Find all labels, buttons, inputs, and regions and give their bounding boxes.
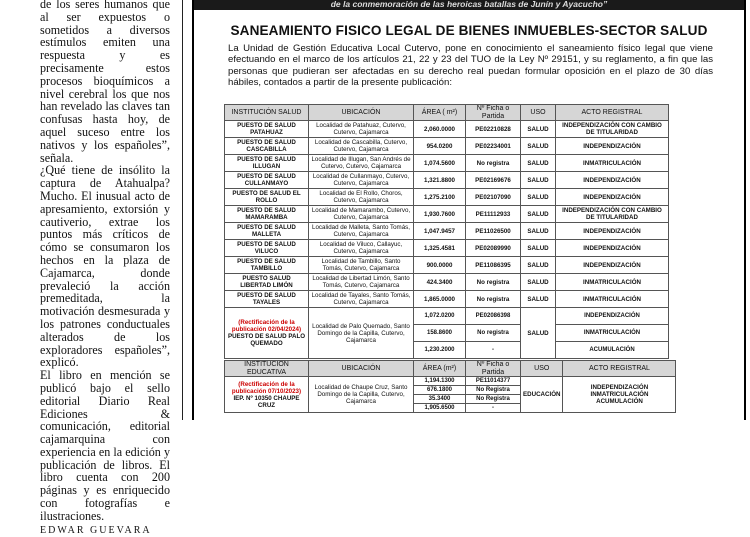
institution-cell: PUESTO DE SALUD ILLUGAN — [225, 155, 309, 172]
registry-act-cell: INDEPENDIZACIÓN — [556, 172, 669, 189]
rectification-note: (Rectificación de la publicación 07/10/2023) — [231, 380, 302, 395]
area-cell: 676.1800 — [414, 386, 466, 395]
use-cell: SALUD — [521, 172, 556, 189]
notice-top-band: de la conmemoración de las heroicas batallas de Junín y Ayacucho” — [194, 0, 744, 10]
institution-cell: PUESTO DE SALUD VILUCO — [225, 240, 309, 257]
location-cell: Localidad de Viluco, Callayuc, Cutervo, Cajamarca — [309, 240, 414, 257]
notice-intro: La Unidad de Gestión Educativa Local Cutervo, pone en conocimiento el saneamiento físico legal que viene efectuando en el marco de los artículos 21, 22 y 23 del TUO de la Ley Nº 29151, y su reglamento, a fin que las personas que pudieran ser afectadas en su derecho real puedan formular oposición en el plazo de 30 días hábiles, contados a partir de la presente publicación: — [228, 43, 713, 89]
ficha-cell: No Registra — [466, 386, 521, 395]
ficha-cell: PE11014377 — [466, 377, 521, 386]
area-cell: 1,072.0200 — [414, 308, 466, 325]
location-cell: Localidad de Cascabilla, Cutervo, Cutervo, Cajamarca — [309, 138, 414, 155]
institution-cell: PUESTO DE SALUD MAMARAMBA — [225, 206, 309, 223]
area-cell: 424.3400 — [414, 274, 466, 291]
registry-act-cell: INDEPENDIZACIÓN — [556, 138, 669, 155]
use-cell: SALUD — [521, 138, 556, 155]
location-cell: Localidad de Patahuaz, Cutervo, Cutervo, Cajamarca — [309, 121, 414, 138]
institution-cell: PUESTO DE SALUD PATAHUAZ — [225, 121, 309, 138]
table-row — [225, 240, 669, 257]
area-cell: 1,321.8800 — [414, 172, 466, 189]
area-cell: 1,230.2000 — [414, 342, 466, 359]
ficha-cell: PE02086398 — [466, 308, 521, 325]
table-row — [225, 172, 669, 189]
notice-title: SANEAMIENTO FISICO LEGAL DE BIENES INMUEBLES-SECTOR SALUD — [230, 23, 708, 38]
use-cell: SALUD — [521, 308, 556, 359]
table-row — [225, 291, 669, 308]
institution-cell: PUESTO DE SALUD CULLANMAYO — [225, 172, 309, 189]
area-cell: 1,905.6500 — [414, 404, 466, 413]
institution-cell: PUESTO DE SALUD TAMBILLO — [225, 257, 309, 274]
header-registry-act: ACTO REGISTRAL — [556, 105, 669, 121]
table-row — [225, 274, 669, 291]
table-row — [225, 155, 669, 172]
table-row — [225, 138, 669, 155]
header-institution: INSTITUCIÓN SALUD — [225, 105, 309, 121]
header-ficha: Nº Ficha o Partida — [466, 361, 521, 377]
education-properties-table — [224, 360, 676, 413]
health-properties-table — [224, 104, 669, 359]
header-area: ÁREA (m²) — [414, 361, 466, 377]
institution-cell: (Rectificación de la publicación 02/04/2024) PUESTO DE SALUD PALO QUEMADO — [225, 308, 309, 359]
location-cell: Localidad de Tambillo, Santo Tomás, Cutervo, Cajamarca — [309, 257, 414, 274]
ficha-cell: No Registra — [466, 395, 521, 404]
use-cell: SALUD — [521, 291, 556, 308]
use-cell: SALUD — [521, 206, 556, 223]
header-area: ÁREA ( m²) — [414, 105, 466, 121]
area-cell: 1,047.9457 — [414, 223, 466, 240]
registry-act-cell: INDEPENDIZACIÓN — [556, 240, 669, 257]
ficha-cell: PE02089990 — [466, 240, 521, 257]
location-cell: Localidad de Chaupe Cruz, Santo Domingo de la Capilla, Cutervo, Cajamarca — [309, 377, 414, 413]
use-cell: SALUD — [521, 189, 556, 206]
registry-act-cell: INMATRICULACIÓN — [556, 291, 669, 308]
area-cell: 900.0000 — [414, 257, 466, 274]
registry-act-cell: ACUMULACIÓN — [556, 342, 669, 359]
ficha-cell: - — [466, 404, 521, 413]
registry-act-cell: INMATRICULACIÓN — [556, 155, 669, 172]
left-article-column — [0, 0, 176, 536]
area-cell: 954.0200 — [414, 138, 466, 155]
header-location: UBICACIÓN — [309, 361, 414, 377]
registry-act-cell: INDEPENDIZACIÓN INMATRICULACIÓN ACUMULACIÓN — [563, 377, 676, 413]
ficha-cell: PE02210828 — [466, 121, 521, 138]
header-use: USO — [521, 361, 563, 377]
registry-act-cell: INDEPENDIZACIÓN CON CAMBIO DE TITULARIDAD — [556, 206, 669, 223]
header-location: UBICACIÓN — [309, 105, 414, 121]
use-cell: SALUD — [521, 240, 556, 257]
header-registry-act: ACTO REGISTRAL — [563, 361, 676, 377]
table-row — [225, 189, 669, 206]
ficha-cell: No registra — [466, 274, 521, 291]
location-cell: Localidad de Tayales, Santo Tomás, Cutervo, Cajamarca — [309, 291, 414, 308]
ficha-cell: No registra — [466, 325, 521, 342]
registry-act-cell: INDEPENDIZACIÓN — [556, 308, 669, 325]
use-cell: SALUD — [521, 121, 556, 138]
institution-cell: PUESTO DE SALUD TAYALES — [225, 291, 309, 308]
registry-act-cell: INMATRICULACIÓN — [556, 274, 669, 291]
institution-cell: PUESTO SALUD LIBERTAD LIMÓN — [225, 274, 309, 291]
use-cell: SALUD — [521, 257, 556, 274]
table-row — [225, 223, 669, 240]
column-divider — [182, 0, 183, 420]
table-header-row — [225, 105, 669, 121]
registry-act-cell: INDEPENDIZACIÓN — [556, 257, 669, 274]
registry-act-cell: INDEPENDIZACIÓN CON CAMBIO DE TITULARIDAD — [556, 121, 669, 138]
header-use: USO — [521, 105, 556, 121]
location-cell: Localidad de Mamarambo, Cutervo, Cutervo, Cajamarca — [309, 206, 414, 223]
rectification-note: (Rectificación de la publicación 02/04/2024) — [231, 319, 302, 333]
ficha-cell: - — [466, 342, 521, 359]
article-paragraph-2: ¿Qué tiene de insólito la captura de Atahualpa? Mucho. El inusual acto de apresamiento, extorsión y cautiverio, extrae los puntos más críticos de cómo se consumaron los hechos en la plaza de Cajamarca, donde prevaleció la acción premeditada, la motivación desmesurada y los patrones conductuales alterados de los exploradores españoles”, explicó. — [40, 163, 170, 370]
ficha-cell: PE02169676 — [466, 172, 521, 189]
area-cell: 1,074.5600 — [414, 155, 466, 172]
area-cell: 2,060.0000 — [414, 121, 466, 138]
table-row — [225, 206, 669, 223]
area-cell: 1,865.0000 — [414, 291, 466, 308]
area-cell: 158.8600 — [414, 325, 466, 342]
use-cell: SALUD — [521, 223, 556, 240]
institution-cell: PUESTO DE SALUD MALLETA — [225, 223, 309, 240]
table-row — [225, 308, 669, 325]
use-cell: EDUCACIÓN — [521, 377, 563, 413]
ficha-cell: PE11026500 — [466, 223, 521, 240]
ficha-cell: PE02107090 — [466, 189, 521, 206]
location-cell: Localidad de Libertad Limón, Santo Tomás, Cutervo, Cajamarca — [309, 274, 414, 291]
article-paragraph-1: de los seres humanos que al ser expuestos o sometidos a diversos estímulos emiten una respuesta y es precisamente estos procesos bioquímicos a nivel cerebral los que nos han revelado las claves tan confusas hasta hoy, de aquel suceso entre los nativos y los españoles”, señala. — [40, 0, 170, 165]
table-row — [225, 257, 669, 274]
table-header-row — [225, 361, 676, 377]
ficha-cell: PE11086395 — [466, 257, 521, 274]
registry-act-cell: INDEPENDIZACIÓN — [556, 223, 669, 240]
ficha-cell: PE11112933 — [466, 206, 521, 223]
article-signature: EDWAR GUEVARA — [40, 524, 152, 536]
area-cell: 1,275.2100 — [414, 189, 466, 206]
table-row — [225, 121, 669, 138]
area-cell: 1,325.4581 — [414, 240, 466, 257]
location-cell: Localidad de Cullanmayo, Cutervo, Cutervo, Cajamarca — [309, 172, 414, 189]
ficha-cell: No registra — [466, 155, 521, 172]
location-cell: Localidad de Illugan, San Andrés de Cutervo, Cutervo, Cajamarca — [309, 155, 414, 172]
table-row — [225, 377, 676, 386]
ficha-cell: PE02234001 — [466, 138, 521, 155]
use-cell: SALUD — [521, 274, 556, 291]
registry-act-cell: INDEPENDIZACIÓN — [556, 189, 669, 206]
header-institution: INSTITUCIÓN EDUCATIVA — [225, 361, 309, 377]
location-cell: Localidad de El Rollo, Choros, Cutervo, Cajamarca — [309, 189, 414, 206]
area-cell: 1,194.1300 — [414, 377, 466, 386]
location-cell: Localidad de Palo Quemado, Santo Domingo de la Capilla, Cutervo, Cajamarca — [309, 308, 414, 359]
area-cell: 35.3400 — [414, 395, 466, 404]
institution-cell: PUESTO DE SALUD EL ROLLO — [225, 189, 309, 206]
use-cell: SALUD — [521, 155, 556, 172]
registry-act-cell: INMATRICULACIÓN — [556, 325, 669, 342]
institution-cell: (Rectificación de la publicación 07/10/2023) IEP. Nº 10350 CHAUPE CRUZ — [225, 377, 309, 413]
area-cell: 1,930.7600 — [414, 206, 466, 223]
header-ficha: Nº Ficha o Partida — [466, 105, 521, 121]
ficha-cell: No registra — [466, 291, 521, 308]
article-paragraph-3: El libro en mención se publicó bajo el sello editorial Diario Real Ediciones & comunicación, editorial cajamarquina con experiencia en la edición y publicación de libros. El libro cuenta con 200 páginas y es enriquecido con fotografías e ilustraciones. — [40, 368, 170, 523]
location-cell: Localidad de Malleta, Santo Tomás, Cutervo, Cajamarca — [309, 223, 414, 240]
legal-notice — [192, 0, 746, 420]
institution-cell: PUESTO DE SALUD CASCABILLA — [225, 138, 309, 155]
